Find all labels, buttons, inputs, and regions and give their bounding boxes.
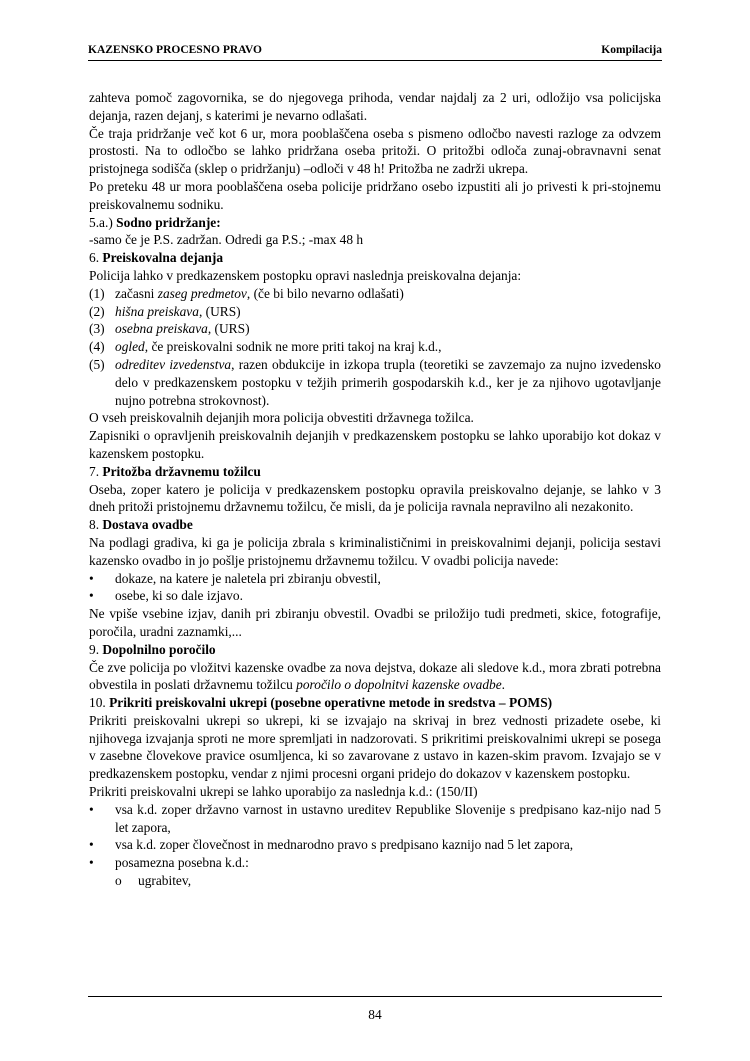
list-item: (1) začasni zaseg predmetov, (če bi bilo nevarno odlašati) — [89, 285, 404, 301]
bullet-icon: • — [89, 855, 94, 871]
list-item: (3) osebna preiskava, (URS) — [89, 321, 250, 337]
list-item: (2) hišna preiskava, (URS) — [89, 303, 241, 319]
numbered-list — [89, 285, 661, 410]
sub-list — [89, 872, 661, 890]
list-item: • vsa k.d. zoper državno varnost in ustavno ureditev Republike Slovenije s predpisano kaz-nijo nad 5 let zapora, — [89, 801, 661, 835]
bullet-icon: • — [89, 801, 94, 817]
paragraph: Po preteku 48 ur mora pooblaščena oseba policije pridržano osebo izpustiti ali jo privesti k pri-stojnemu preiskovalnemu sodniku. — [89, 178, 661, 212]
paragraph: Prikriti preiskovalni ukrepi se lahko uporabijo za naslednja k.d.: (150/II) — [89, 784, 478, 800]
paragraph: Če traja pridržanje več kot 6 ur, mora pooblaščena oseba s pismeno odločbo navesti razloge za odvzem prostosti. Na to odločbo se lahko pridržana oseba pritoži. O pritožbi odloča zunaj-obravnavni senat pristojnega sodišča (sklep o pridržanju) –odloči v 48 h! Pritožba ne zadrži ukrepa. — [89, 125, 661, 177]
bullet-list — [89, 570, 661, 606]
list-item: • dokaze, na katere je naletela pri zbiranju obvestil, — [89, 570, 381, 586]
list-item: o ugrabitev, — [115, 873, 192, 889]
header-rule — [88, 60, 662, 61]
paragraph: O vseh preiskovalnih dejanjih mora policija obvestiti državnega tožilca. — [89, 410, 474, 426]
list-item: (4) ogled, če preiskovalni sodnik ne more priti takoj na kraj k.d., — [89, 339, 442, 355]
footer-rule — [88, 996, 662, 997]
list-item: • posamezna posebna k.d.: — [89, 855, 249, 871]
section-heading-6: 6. Preiskovalna dejanja — [89, 250, 224, 266]
bullet-icon: • — [89, 570, 94, 586]
paragraph: Zapisniki o opravljenih preiskovalnih dejanjih v predkazenskem postopku se lahko uporabijo kot dokaz v kazenskem postopku. — [89, 428, 661, 461]
bullet-icon: • — [89, 588, 94, 604]
paragraph: Če zve policija po vložitvi kazenske ovadbe za nova dejstva, dokaze ali sledove k.d., mora zbrati potrebna obvestila in poslati državnemu tožilcu poročilo o dopolnitvi kazenske ovadbe. — [89, 659, 661, 693]
section-heading-8: 8. Dostava ovadbe — [89, 517, 193, 533]
list-item: • osebe, ki so dale izjavo. — [89, 588, 243, 604]
bullet-list — [89, 801, 661, 872]
paragraph: zahteva pomoč zagovornika, se do njegovega prihoda, vendar najdalj za 2 uri, odložijo vsa policijska dejanja, razen dejanj, s katerimi je nevarno odlašati. — [89, 90, 661, 123]
header-section: Kompilacija — [601, 44, 662, 56]
bullet-icon: • — [89, 837, 94, 853]
page-header — [88, 44, 662, 56]
list-item: (5) odreditev izvedenstva, razen obdukcije in izkopa trupla (teoretiki se zavzemajo za nujno izvedensko delo v predkazenskem postopku v težjih primerih gospodarskih k.d., ker je za njihovo ugotavljanje nujno potrebna strokovnost). — [89, 356, 661, 408]
document-body — [89, 89, 661, 890]
circle-bullet-icon: o — [115, 873, 122, 889]
section-heading-9: 9. Dopolnilno poročilo — [89, 641, 216, 657]
header-title: KAZENSKO PROCESNO PRAVO — [88, 44, 262, 56]
page-number: 84 — [368, 1007, 382, 1022]
list-item: • vsa k.d. zoper človečnost in mednarodno pravo s predpisano kaznijo nad 5 let zapora, — [89, 837, 574, 853]
paragraph: Na podlagi gradiva, ki ga je policija zbrala s kriminalističnimi in preiskovalnimi dejanji, policija sestavi kazensko ovadbo in jo pošlje pristojnemu državnemu tožilcu. V ovadbi policija navede: — [89, 534, 661, 568]
paragraph: Ne vpiše vsebine izjav, danih pri zbiranju obvestil. Ovadbi se priložijo tudi predmeti, skice, fotografije, poročila, uradni zaznamki,... — [89, 606, 661, 639]
paragraph: -samo če je P.S. zadržan. Odredi ga P.S.; -max 48 h — [89, 232, 364, 248]
paragraph: Oseba, zoper katero je policija v predkazenskem postopku opravila preiskovalno dejanje, se lahko v 3 dneh pritoži pristojnemu državnemu tožilcu, če misli, da je policija ravnala nepravilno ali nezakonito. — [89, 481, 661, 515]
paragraph: Policija lahko v predkazenskem postopku opravi naslednja preiskovalna dejanja: — [89, 267, 522, 283]
section-heading-10: 10. Prikriti preiskovalni ukrepi (posebne operativne metode in sredstva – POMS) — [89, 695, 553, 711]
paragraph: Prikriti preiskovalni ukrepi so ukrepi, ki se izvajajo na skrivaj in brez vednosti prizadete osebe, ki njihovega izvajanja sproti ne more spremljati in nadzorovati. S prikritimi preiskovalnimi ukrepi se posega v zasebne človekove pravice osumljenca, ki so zavarovane z ustavo in kazen-skim pravom. Izvajajo se v predkazenskem postopku, vendar z njimi procesni organi pridejo do dokazov v kazenskem postopku. — [89, 712, 661, 782]
section-heading-7: 7. Pritožba državnemu tožilcu — [89, 463, 261, 479]
section-heading-5a: 5.a.) Sodno pridržanje: — [89, 214, 221, 230]
